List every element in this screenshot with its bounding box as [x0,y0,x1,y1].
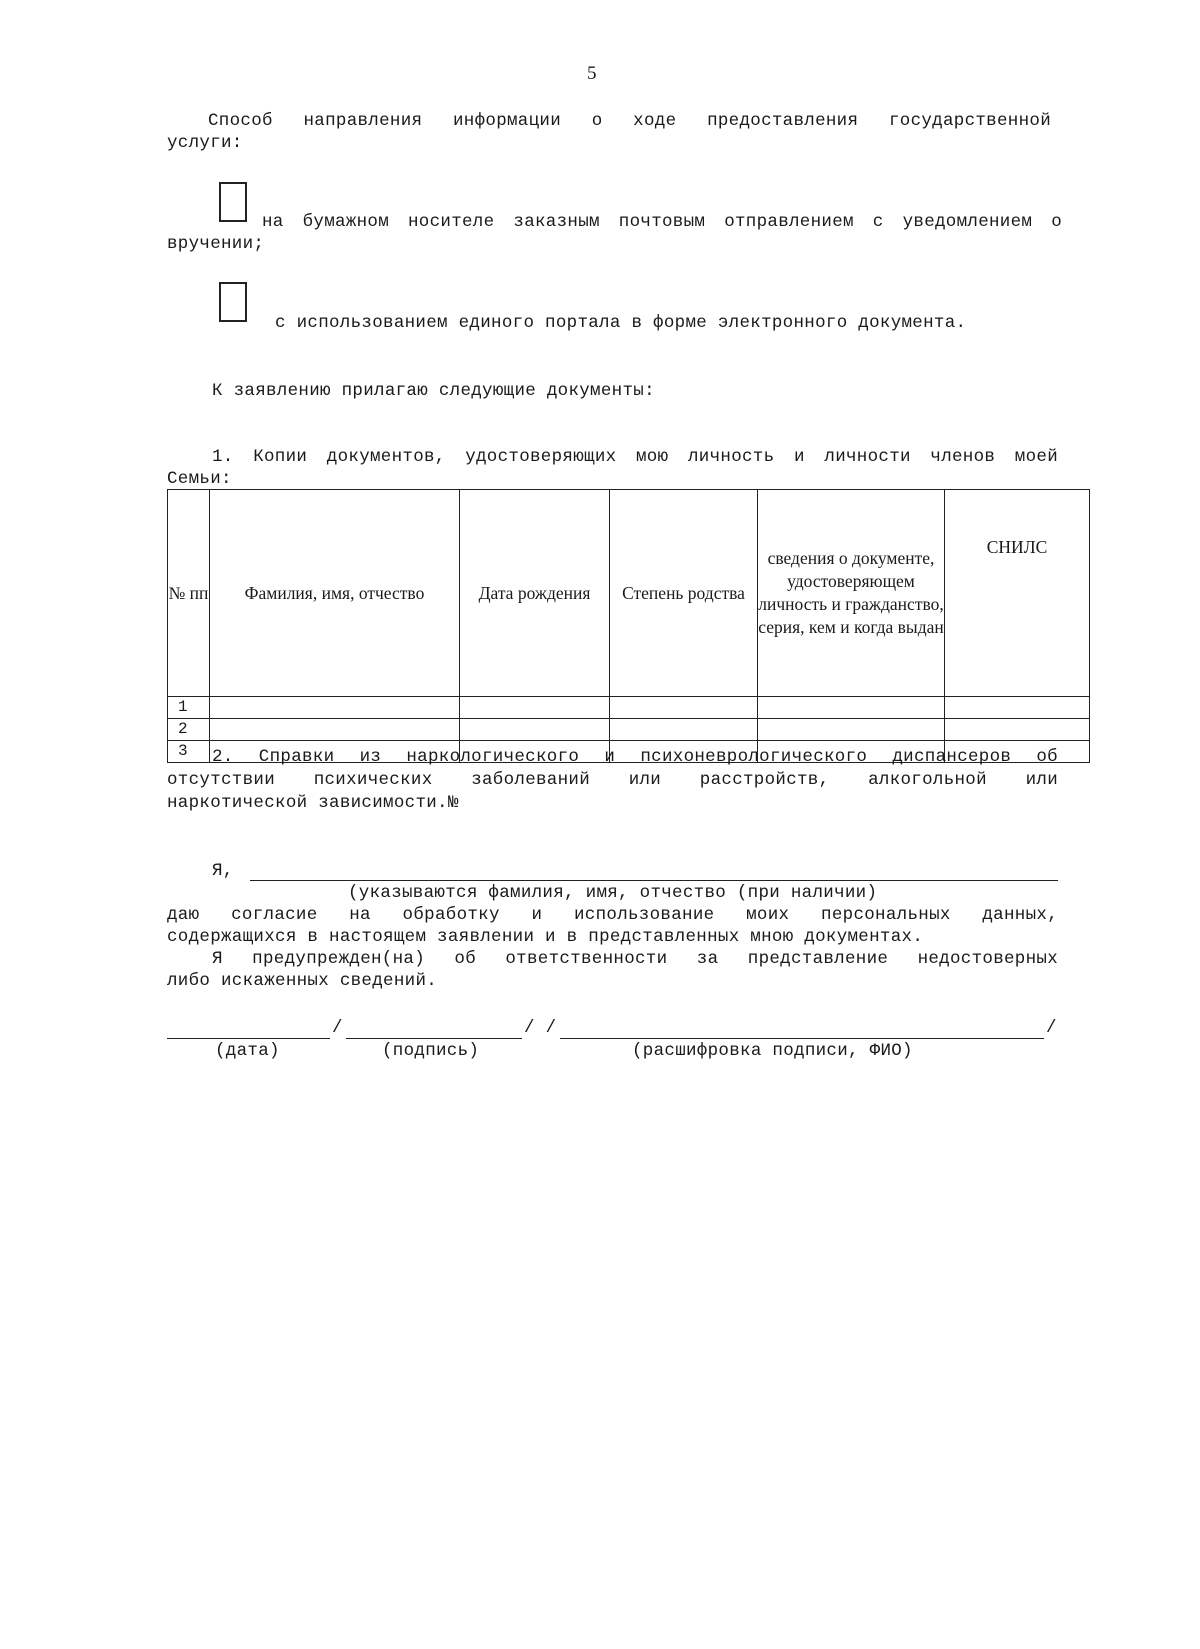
cell-full-name[interactable] [210,719,460,741]
header-full-name: Фамилия, имя, отчество [210,490,460,697]
date-label: (дата) [215,1041,280,1061]
row-number: 2 [168,719,210,741]
warning-text: Я предупрежден(на) об ответственности за представление недостоверных [212,949,1058,969]
row-number: 1 [168,697,210,719]
delivery-heading: Способ направления информации о ходе предоставления государственной [208,111,1051,131]
table-row [168,719,1090,741]
slash-separator: / [332,1018,343,1038]
signature-line[interactable] [346,1038,522,1039]
consent-ya: Я, [212,861,234,881]
signature-label: (подпись) [382,1041,480,1061]
name-decode-label: (расшифровка подписи, ФИО) [632,1041,913,1061]
cell-snils[interactable] [945,719,1090,741]
item2-text: 2. Справки из наркологического и психоневрологического диспансеров об [212,747,1058,767]
full-name-hint: (указываются фамилия, имя, отчество (при наличии) [348,883,878,903]
consent-text: даю согласие на обработку и использование моих персональных данных, [167,905,1058,925]
cell-birth-date[interactable] [460,719,610,741]
table-header-row [168,490,1090,697]
header-birth-date: Дата рождения [460,490,610,697]
cell-id-document[interactable] [758,719,945,741]
family-documents-table [167,489,1090,763]
item2-text-end: наркотической зависимости.№ [167,793,459,813]
cell-snils[interactable] [945,697,1090,719]
checkbox-portal[interactable] [219,282,247,322]
name-decode-line[interactable] [560,1038,1044,1039]
item1-text: 1. Копии документов, удостоверяющих мою личность и личности членов моей [212,447,1058,467]
option-paper-mail-cont: вручении; [167,234,265,254]
cell-relationship[interactable] [610,719,758,741]
warning-text-cont: либо искаженных сведений. [167,971,438,991]
header-snils: СНИЛС [945,490,1090,697]
cell-birth-date[interactable] [460,697,610,719]
header-id-document: сведения о документе, удостоверяющем личность и гражданство, серия, кем и когда выдан [758,490,945,697]
table-row [168,697,1090,719]
slash-separator: / [1046,1018,1057,1038]
header-number: № пп [168,490,210,697]
cell-id-document[interactable] [758,697,945,719]
option-paper-mail: на бумажном носителе заказным почтовым отправлением с уведомлением о [262,212,1062,232]
header-relationship: Степень родства [610,490,758,697]
attachments-intro: К заявлению прилагаю следующие документы: [212,381,655,401]
checkbox-paper-mail[interactable] [219,182,247,222]
full-name-line[interactable] [250,880,1058,881]
consent-text-cont: содержащихся в настоящем заявлении и в представленных мною документах. [167,927,924,947]
date-line[interactable] [167,1038,330,1039]
page-number: 5 [587,63,597,84]
item1-text-cont: Семьи: [167,469,232,489]
delivery-heading-cont: услуги: [167,133,243,153]
option-portal: с использованием единого портала в форме электронного документа. [275,313,967,333]
slash-separator: / / [524,1018,557,1038]
cell-full-name[interactable] [210,697,460,719]
row-number: 3 [168,741,210,763]
cell-relationship[interactable] [610,697,758,719]
item2-text-cont: отсутствии психических заболеваний или расстройств, алкогольной или [167,770,1058,790]
